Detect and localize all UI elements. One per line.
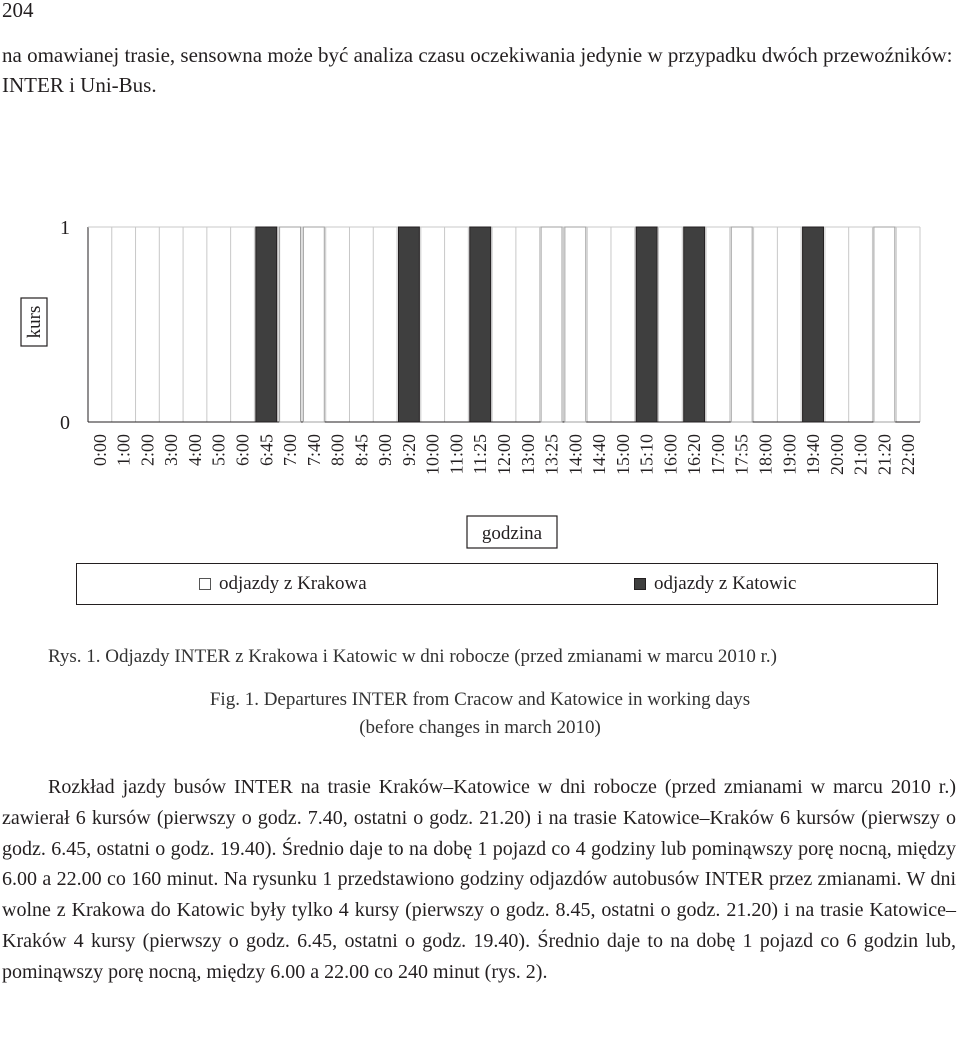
x-tick-label: 13:25 [541, 434, 562, 476]
departures-chart [0, 200, 960, 560]
figure-caption-english [0, 686, 960, 742]
x-tick-label: 17:00 [707, 434, 728, 476]
bar-krakow [874, 227, 895, 422]
x-tick-label: 14:40 [589, 434, 610, 476]
x-tick-label: 13:00 [517, 434, 538, 476]
bar-katowice [398, 227, 419, 422]
figure-caption-english-line2: (before changes in march 2010) [359, 717, 601, 738]
legend-item-katowice [634, 573, 796, 595]
legend-swatch-krakow [199, 578, 211, 590]
x-tick-label: 19:40 [803, 434, 824, 476]
x-tick-label: 1:00 [113, 434, 134, 467]
x-tick-label: 21:20 [874, 434, 895, 476]
x-tick-label: 8:00 [327, 434, 348, 467]
y-tick-label: 0 [60, 412, 70, 434]
x-tick-label: 17:55 [731, 434, 752, 476]
x-tick-label: 15:00 [612, 434, 633, 476]
x-tick-label: 3:00 [161, 434, 182, 467]
x-tick-label: 11:25 [470, 434, 491, 475]
bar-katowice [470, 227, 491, 422]
x-tick-label: 12:00 [494, 434, 514, 476]
x-tick-label: 5:00 [208, 434, 229, 467]
x-tick-label: 9:00 [375, 434, 396, 467]
x-tick-label: 18:00 [755, 434, 776, 476]
legend-item-krakow [199, 573, 367, 595]
x-tick-label: 15:10 [636, 434, 657, 476]
x-tick-label: 16:00 [660, 434, 681, 476]
x-tick-label: 2:00 [137, 434, 158, 467]
x-tick-label: 7:00 [280, 434, 301, 467]
figure-caption-english-line1: Fig. 1. Departures INTER from Cracow and Katowice in working days [209, 689, 751, 710]
legend-label-krakow: odjazdy z Krakowa [219, 573, 367, 594]
x-tick-label: 9:20 [398, 434, 419, 467]
x-tick-label: 20:00 [826, 434, 847, 476]
body-paragraph: Rozkład jazdy busów INTER na trasie Kraków–Katowice w dni robocze (przed zmianami w marcu 2010 r.) zawierał 6 kursów (pierwszy o godz. 7.40, ostatni o godz. 21.20) i na trasie Katowice–Kraków 6 kursów (pierwszy o godz. 6.45, ostatni o godz. 19.40). Średnio daje to na dobę 1 pojazd co 4 godziny lub pominąwszy porę nocną, między 6.00 a 22.00 co 160 minut. Na rysunku 1 przedstawiono godziny odjazdów autobusów INTER przez zmianami. W dni wolne z Krakowa do Katowic były tylko 4 kursy (pierwszy o godz. 8.45, ostatni o godz. 21.20) i na trasie Katowice–Kraków 4 kursy (pierwszy o godz. 6.45, ostatni o godz. 19.40). Średnio daje to na dobę 1 pojazd co 6 godzin lub, pominąwszy porę nocną, między 6.00 a 22.00 co 240 minut (rys. 2). [2, 776, 956, 983]
intro-paragraph: na omawianej trasie, sensowna może być analiza czasu oczekiwania jedynie w przypadku dwóch przewoźników: INTER i Uni-Bus. [2, 43, 953, 97]
x-tick-label: 11:00 [446, 434, 467, 475]
bar-katowice [684, 227, 705, 422]
x-tick-label: 0:00 [89, 434, 110, 467]
y-axis-label: kurs [24, 305, 45, 339]
bar-katowice [803, 227, 824, 422]
x-tick-label: 4:00 [184, 434, 205, 467]
chart-legend [76, 563, 938, 605]
bar-krakow [565, 227, 586, 422]
x-tick-label: 10:00 [422, 434, 443, 476]
figure-caption-polish: Rys. 1. Odjazdy INTER z Krakowa i Katowic w dni robocze (przed zmianami w marcu 2010 r.) [48, 646, 777, 667]
x-tick-label: 16:20 [684, 434, 705, 476]
x-tick-label: 21:00 [850, 434, 871, 476]
x-tick-label: 6:45 [256, 434, 277, 467]
legend-label-katowice: odjazdy z Katowic [654, 573, 797, 594]
x-tick-label: 7:40 [303, 434, 324, 467]
bar-krakow [303, 227, 324, 422]
page-number: 204 [2, 0, 34, 22]
x-tick-label: 14:00 [565, 434, 586, 476]
x-tick-label: 19:00 [779, 434, 800, 476]
x-axis-label: godzina [481, 523, 543, 544]
y-tick-label: 1 [60, 217, 70, 239]
bar-katowice [256, 227, 277, 422]
bar-katowice [636, 227, 657, 422]
bar-krakow [280, 227, 301, 422]
x-tick-label: 8:45 [351, 434, 372, 467]
bar-krakow [541, 227, 562, 422]
x-tick-label: 6:00 [232, 434, 253, 467]
legend-swatch-katowice [634, 578, 646, 590]
x-tick-label: 22:00 [898, 434, 919, 476]
bar-krakow [731, 227, 752, 422]
